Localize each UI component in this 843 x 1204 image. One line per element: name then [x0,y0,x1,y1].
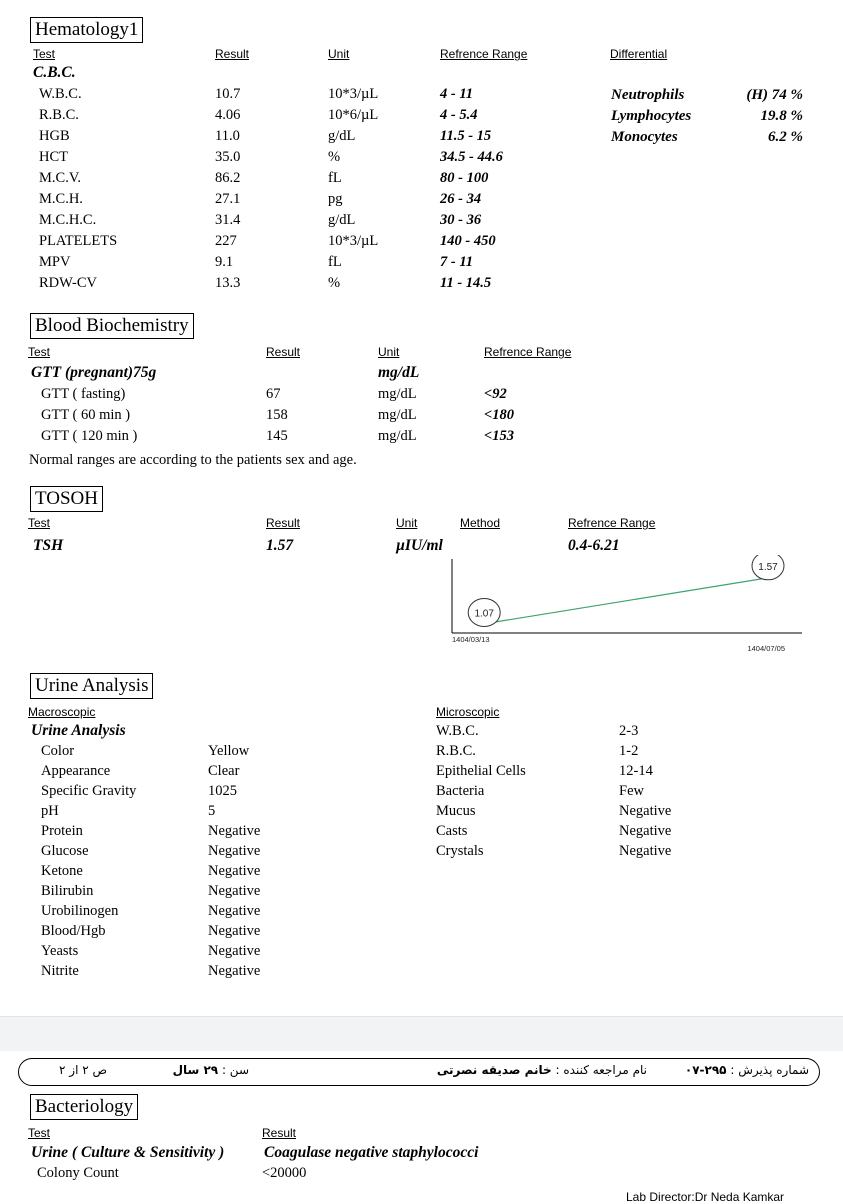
cbc-unit: fL [328,170,342,186]
macro-result: Yellow [208,743,250,759]
microscopic-header: Microscopic [436,705,500,719]
table-row [0,212,843,233]
hematology-header-test: Test [33,47,56,61]
cbc-range: 11.5 - 15 [440,128,492,144]
micro-result: Negative [619,803,672,819]
macro-result: Negative [208,843,261,859]
table-row [0,883,843,903]
cbc-test: W.B.C. [39,86,82,102]
table-row [0,783,843,803]
patient-name [437,1063,647,1077]
micro-test: Bacteria [436,783,485,799]
macroscopic-header: Macroscopic [28,705,96,719]
macro-test: Color [41,743,75,759]
macro-test: Appearance [41,763,111,779]
hematology-section-title: Hematology1 [30,17,143,43]
macro-test: Urobilinogen [41,903,119,919]
table-row [0,275,843,296]
macro-result: Negative [208,823,261,839]
micro-test: Mucus [436,803,476,819]
hematology-header-result: Result [215,47,250,61]
table-row [0,407,843,427]
gtt-test: GTT ( fasting) [41,386,126,402]
tsh-x-tick-label: 1404/03/13 [452,635,490,644]
patient-age-label: سن : [221,1063,249,1077]
table-row [0,903,843,923]
table-row [0,863,843,883]
cbc-unit: g/dL [328,128,356,144]
hematology-header-differential: Differential [610,47,668,61]
tsh-result: 1.57 [266,537,294,554]
list-item [0,108,843,129]
cbc-test: HGB [39,128,70,144]
normal-ranges-note: Normal ranges are according to the patients sex and age. [29,452,357,468]
tosoh-section-title: TOSOH [30,486,103,512]
culture-result: Coagulase negative staphylococci [264,1144,479,1161]
macro-test: Blood/Hgb [41,923,106,939]
table-row [0,254,843,275]
lab-director: Lab Director:Dr Neda Kamkar [626,1190,785,1204]
micro-result: Negative [619,843,672,859]
cbc-result: 227 [215,233,237,249]
macro-test: Nitrite [41,963,79,979]
cbc-range: 30 - 36 [440,212,482,228]
tsh-series-line [480,578,768,625]
bacteriology-section-title: Bacteriology [30,1094,138,1120]
table-row [0,823,843,843]
gtt-group-label: GTT (pregnant)75g [31,364,157,381]
tosoh-header-test: Test [28,516,51,530]
micro-result: Few [619,783,644,799]
cbc-range: 4 - 5.4 [440,107,478,123]
micro-test: Crystals [436,843,484,859]
tsh-data-label: 1.07 [474,608,494,620]
table-row [0,843,843,863]
gtt-group-unit: mg/dL [378,364,420,381]
cbc-group-label: C.B.C. [33,64,76,81]
biochemistry-header-result: Result [266,345,301,359]
patient-name-label: نام مراجعه کننده : [555,1063,647,1077]
gtt-range: <153 [484,428,515,444]
gtt-unit: mg/dL [378,428,417,444]
macro-result: Negative [208,903,261,919]
macro-test: pH [41,803,59,819]
table-row [0,943,843,963]
cbc-unit: g/dL [328,212,356,228]
urine-section-title: Urine Analysis [30,673,153,699]
cbc-test: M.C.H.C. [39,212,97,228]
gtt-result: 67 [266,386,281,402]
gtt-range: <180 [484,407,515,423]
admission-label: شماره پذیرش : [730,1063,809,1077]
macro-result: Negative [208,923,261,939]
bacteriology-header-test: Test [28,1126,51,1140]
cbc-test: RDW-CV [39,275,97,291]
cbc-result: 27.1 [215,191,241,207]
micro-result: 2-3 [619,723,639,739]
colony-result: <20000 [262,1165,307,1181]
cbc-result: 31.4 [215,212,241,228]
cbc-unit: fL [328,254,342,270]
cbc-unit: 10*3/µL [328,233,379,249]
table-row [0,149,843,170]
table-row [0,428,843,448]
macro-test: Ketone [41,863,83,879]
colony-test: Colony Count [37,1165,119,1181]
differential-name: Monocytes [611,129,678,145]
culture-row [0,1144,843,1165]
macro-test: Glucose [41,843,89,859]
cbc-unit: 10*6/µL [328,107,379,123]
gtt-test: GTT ( 120 min ) [41,428,138,444]
colony-row [0,1165,843,1186]
cbc-unit: pg [328,191,343,207]
micro-result: Negative [619,823,672,839]
macro-test: Protein [41,823,83,839]
tosoh-header-method: Method [460,516,501,530]
hematology-header-unit: Unit [328,47,350,61]
gtt-unit: mg/dL [378,407,417,423]
patient-age [173,1063,249,1077]
patient-info-bar [18,1058,820,1086]
micro-test: Epithelial Cells [436,763,526,779]
admission-value: ۲۹۵-۰۷ [684,1063,727,1077]
tsh-range: 0.4-6.21 [568,537,620,554]
list-item [0,87,843,108]
table-row [0,743,843,763]
gtt-test: GTT ( 60 min ) [41,407,131,423]
tosoh-header-range: Refrence Range [568,516,656,530]
differential-value: 6.2 % [768,129,803,145]
patient-name-value: خانم صدیقه نصرتی [436,1063,552,1077]
table-row [0,803,843,823]
cbc-unit: 10*3/µL [328,86,379,102]
micro-test: R.B.C. [436,743,476,759]
cbc-range: 80 - 100 [440,170,489,186]
cbc-range: 140 - 450 [440,233,496,249]
admission-number [685,1063,809,1077]
cbc-test: MPV [39,254,71,270]
culture-test: Urine ( Culture & Sensitivity ) [31,1144,225,1161]
cbc-test: M.C.V. [39,170,82,186]
micro-test: W.B.C. [436,723,479,739]
cbc-range: 11 - 14.5 [440,275,492,291]
table-row [0,386,843,406]
list-item [0,129,843,150]
cbc-unit: % [328,275,341,291]
page-break-gap [0,1016,843,1051]
tsh-trend-chart [440,555,810,660]
macro-result: 5 [208,803,216,819]
biochemistry-header-unit: Unit [378,345,400,359]
macro-result: Negative [208,883,261,899]
macro-result: 1025 [208,783,237,799]
macro-test: Specific Gravity [41,783,137,799]
micro-test: Casts [436,823,468,839]
cbc-unit: % [328,149,341,165]
table-row [0,723,843,743]
table-row [0,963,843,983]
tsh-data-label: 1.57 [758,561,778,573]
gtt-result: 158 [266,407,288,423]
cbc-result: 13.3 [215,275,241,291]
table-row [0,923,843,943]
cbc-result: 9.1 [215,254,234,270]
cbc-result: 86.2 [215,170,241,186]
urine-group-label: Urine Analysis [31,722,126,739]
biochemistry-section-title: Blood Biochemistry [30,313,194,339]
page-number: ص ۲ از ۲ [59,1063,107,1077]
cbc-test: R.B.C. [39,107,79,123]
tsh-unit: µIU/ml [396,537,443,554]
differential-value: (H) 74 % [746,87,803,103]
cbc-test: PLATELETS [39,233,118,249]
macro-result: Negative [208,963,261,979]
cbc-result: 35.0 [215,149,241,165]
patient-age-value: ۲۹ سال [172,1063,219,1077]
macro-result: Negative [208,943,261,959]
cbc-range: 34.5 - 44.6 [440,149,503,165]
tsh-test: TSH [33,537,64,554]
cbc-range: 26 - 34 [440,191,482,207]
cbc-range: 4 - 11 [440,86,474,102]
hematology-header-range: Refrence Range [440,47,528,61]
gtt-range: <92 [484,386,507,402]
tosoh-header-unit: Unit [396,516,418,530]
differential-name: Lymphocytes [611,108,692,124]
biochemistry-header-range: Refrence Range [484,345,572,359]
tosoh-header-result: Result [266,516,301,530]
tsh-x-tick-label: 1404/07/05 [747,644,785,653]
cbc-result: 10.7 [215,86,241,102]
bacteriology-header-result: Result [262,1126,297,1140]
differential-name: Neutrophils [611,87,685,103]
table-row [0,170,843,191]
biochemistry-header-test: Test [28,345,51,359]
micro-result: 12-14 [619,763,653,779]
table-row [0,191,843,212]
table-row [0,233,843,254]
gtt-unit: mg/dL [378,386,417,402]
cbc-result: 4.06 [215,107,241,123]
macro-result: Negative [208,863,261,879]
cbc-test: HCT [39,149,68,165]
macro-result: Clear [208,763,240,779]
gtt-result: 145 [266,428,288,444]
macro-test: Yeasts [41,943,79,959]
micro-result: 1-2 [619,743,639,759]
cbc-test: M.C.H. [39,191,83,207]
macro-test: Bilirubin [41,883,94,899]
table-row [0,763,843,783]
cbc-result: 11.0 [215,128,240,144]
differential-value: 19.8 % [760,108,803,124]
cbc-range: 7 - 11 [440,254,474,270]
